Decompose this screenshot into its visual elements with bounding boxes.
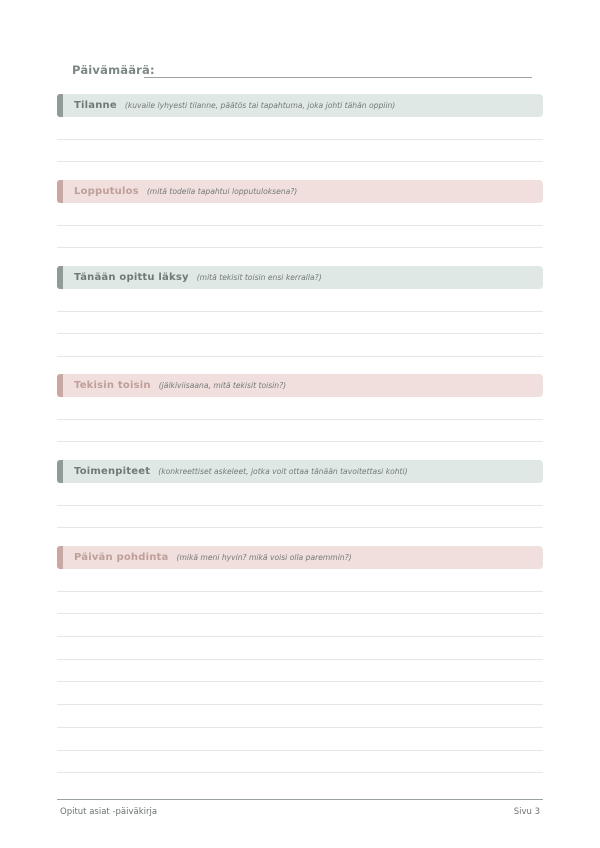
writing-line[interactable] (57, 728, 543, 751)
section-lopputulos (57, 180, 543, 248)
writing-line[interactable] (57, 751, 543, 774)
writing-lines[interactable] (57, 397, 543, 442)
section-hint: (jälkiviisaana, mitä tekisit toisin?) (158, 381, 287, 390)
section-hint: (konkreettiset askeleet, jotka voit ottaa tänään tavoitettasi kohti) (158, 467, 408, 476)
section-opittu-laksy (57, 266, 543, 357)
writing-line[interactable] (57, 682, 543, 705)
section-header (57, 546, 543, 569)
writing-line[interactable] (57, 705, 543, 728)
writing-line[interactable] (57, 312, 543, 335)
date-input-line[interactable] (144, 77, 532, 78)
writing-line[interactable] (57, 506, 543, 529)
section-header (57, 460, 543, 483)
section-toimenpiteet (57, 460, 543, 528)
section-title: Tekisin toisin (74, 380, 151, 391)
writing-line[interactable] (57, 289, 543, 312)
section-title: Lopputulos (74, 186, 139, 197)
writing-line[interactable] (57, 637, 543, 660)
section-title: Päivän pohdinta (74, 552, 169, 563)
date-label: Päivämäärä: (72, 63, 155, 77)
writing-line[interactable] (57, 592, 543, 615)
section-title: Tänään opittu läksy (74, 272, 189, 283)
writing-line[interactable] (57, 226, 543, 249)
writing-lines[interactable] (57, 289, 543, 357)
writing-line[interactable] (57, 203, 543, 226)
writing-line[interactable] (57, 569, 543, 592)
writing-line[interactable] (57, 420, 543, 443)
writing-line[interactable] (57, 483, 543, 506)
section-hint: (mitä tekisit toisin ensi kerralla?) (196, 273, 322, 282)
section-paivan-pohdinta (57, 546, 543, 773)
section-header (57, 266, 543, 289)
section-hint: (mikä meni hyvin? mikä voisi olla paremmin?) (176, 553, 352, 562)
writing-line[interactable] (57, 660, 543, 683)
writing-lines[interactable] (57, 203, 543, 248)
section-tekisin-toisin (57, 374, 543, 442)
section-title: Tilanne (74, 100, 117, 111)
page-number: Sivu 3 (513, 807, 540, 817)
writing-lines[interactable] (57, 483, 543, 528)
section-hint: (kuvaile lyhyesti tilanne, päätös tai tapahtuma, joka johti tähän oppiin) (124, 101, 396, 110)
writing-lines[interactable] (57, 117, 543, 162)
section-header (57, 374, 543, 397)
writing-line[interactable] (57, 397, 543, 420)
footer-title: Opitut asiat -päiväkirja (60, 807, 158, 817)
writing-line[interactable] (57, 117, 543, 140)
writing-lines[interactable] (57, 569, 543, 773)
section-header (57, 180, 543, 203)
section-title: Toimenpiteet (74, 466, 151, 477)
section-header (57, 94, 543, 117)
footer-divider (57, 799, 543, 800)
section-tilanne (57, 94, 543, 162)
section-hint: (mitä todella tapahtui lopputuloksena?) (146, 187, 298, 196)
date-field (72, 62, 532, 78)
writing-line[interactable] (57, 334, 543, 357)
writing-line[interactable] (57, 140, 543, 163)
writing-line[interactable] (57, 614, 543, 637)
